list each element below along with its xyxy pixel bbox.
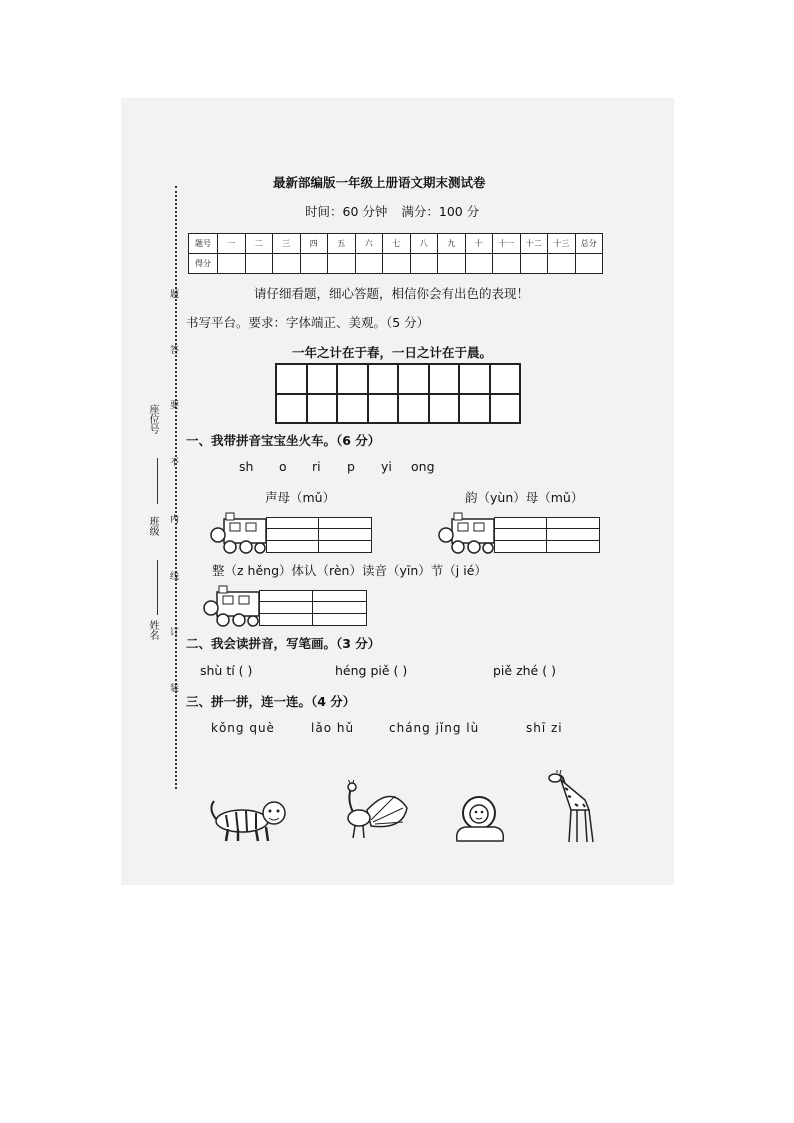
binding-line bbox=[175, 186, 177, 789]
score-cell[interactable] bbox=[383, 254, 411, 274]
writing-grid[interactable] bbox=[275, 363, 521, 424]
name-label: 姓名 bbox=[147, 620, 158, 640]
score-cell[interactable] bbox=[273, 254, 301, 274]
column-header: 八 bbox=[410, 234, 438, 254]
seal-char: 订 bbox=[170, 628, 180, 638]
train-car-initials[interactable] bbox=[266, 517, 372, 553]
column-header: 五 bbox=[328, 234, 356, 254]
seal-char: 题 bbox=[170, 290, 180, 300]
time-limit: 时间：60 分钟 bbox=[305, 204, 388, 219]
score-cell[interactable] bbox=[520, 254, 548, 274]
full-score: 满分：100 分 bbox=[401, 204, 480, 219]
pinyin-word[interactable]: kǒng què bbox=[211, 721, 275, 735]
peacock-icon[interactable] bbox=[331, 780, 411, 842]
row-label: 得分 bbox=[189, 254, 218, 274]
score-cell[interactable] bbox=[575, 254, 603, 274]
stroke-item[interactable]: shù tí ( ) bbox=[200, 663, 253, 678]
stroke-item[interactable]: piě zhé ( ) bbox=[493, 663, 556, 678]
score-cell[interactable] bbox=[328, 254, 356, 274]
score-header-row bbox=[189, 234, 603, 254]
score-cell[interactable] bbox=[355, 254, 383, 274]
seal-char: 线 bbox=[170, 572, 180, 582]
score-cell[interactable] bbox=[438, 254, 466, 274]
column-header: 十三 bbox=[548, 234, 576, 254]
score-cell[interactable] bbox=[493, 254, 521, 274]
syllable: o bbox=[279, 459, 287, 474]
score-table bbox=[188, 233, 603, 274]
seat-label: 座位号 bbox=[147, 404, 158, 434]
score-cell[interactable] bbox=[245, 254, 273, 274]
train-engine-icon bbox=[438, 511, 496, 555]
train-label-initials: 声母（mǔ） bbox=[265, 490, 336, 505]
pinyin-word[interactable]: shī zi bbox=[526, 721, 563, 735]
seal-char: 内 bbox=[170, 515, 180, 525]
train-label-finals: 韵（yùn）母（mǔ） bbox=[465, 490, 584, 505]
giraffe-icon[interactable] bbox=[545, 770, 599, 844]
score-cell[interactable] bbox=[218, 254, 246, 274]
column-header: 七 bbox=[383, 234, 411, 254]
writing-instruction: 书写平台。要求：字体端正、美观。（5 分） bbox=[186, 315, 430, 330]
syllable: p bbox=[347, 459, 355, 474]
pinyin-word[interactable]: cháng jǐng lù bbox=[389, 721, 480, 735]
column-header: 二 bbox=[245, 234, 273, 254]
train-label-whole-syllables: 整（z hěng）体认（rèn）读音（yīn）节（j ié） bbox=[212, 563, 487, 578]
pinyin-word[interactable]: lǎo hǔ bbox=[311, 721, 355, 735]
train-engine-icon bbox=[210, 511, 268, 555]
column-header: 九 bbox=[438, 234, 466, 254]
exam-title: 最新部编版一年级上册语文期末测试卷 bbox=[273, 175, 486, 190]
class-label: 班级 bbox=[147, 516, 158, 536]
name-blank[interactable] bbox=[157, 560, 159, 615]
proverb-text: 一年之计在于春，一日之计在于晨。 bbox=[292, 345, 493, 360]
syllable: ong bbox=[411, 459, 435, 474]
stroke-item[interactable]: héng piě ( ) bbox=[335, 663, 408, 678]
column-header: 十 bbox=[465, 234, 493, 254]
lion-icon[interactable] bbox=[451, 795, 507, 843]
seal-char: 答 bbox=[170, 346, 180, 356]
encouragement-text: 请仔细看题，细心答题，相信你会有出色的表现！ bbox=[254, 286, 530, 301]
score-cell[interactable] bbox=[300, 254, 328, 274]
score-cell[interactable] bbox=[410, 254, 438, 274]
syllable: sh bbox=[239, 459, 254, 474]
row-label: 题号 bbox=[189, 234, 218, 254]
train-engine-icon bbox=[203, 584, 261, 628]
section1-title: 一、我带拼音宝宝坐火车。（6 分） bbox=[186, 433, 381, 448]
class-blank[interactable] bbox=[157, 458, 159, 504]
seal-char: 装 bbox=[170, 684, 180, 694]
column-header: 一 bbox=[218, 234, 246, 254]
score-value-row bbox=[189, 254, 603, 274]
seal-char: 不 bbox=[170, 458, 180, 468]
column-header: 六 bbox=[355, 234, 383, 254]
syllable: yi bbox=[381, 459, 392, 474]
train-car-whole-syllables[interactable] bbox=[259, 590, 367, 626]
section3-title: 三、拼一拼，连一连。（4 分） bbox=[186, 694, 356, 709]
train-car-finals[interactable] bbox=[494, 517, 600, 553]
seal-char: 要 bbox=[170, 401, 180, 411]
exam-meta bbox=[305, 202, 479, 220]
column-header: 四 bbox=[300, 234, 328, 254]
tiger-icon[interactable] bbox=[206, 795, 292, 843]
score-cell[interactable] bbox=[548, 254, 576, 274]
section2-title: 二、我会读拼音，写笔画。（3 分） bbox=[186, 636, 381, 651]
syllable: ri bbox=[312, 459, 321, 474]
column-header: 三 bbox=[273, 234, 301, 254]
column-header: 总分 bbox=[575, 234, 603, 254]
column-header: 十二 bbox=[520, 234, 548, 254]
column-header: 十一 bbox=[493, 234, 521, 254]
score-cell[interactable] bbox=[465, 254, 493, 274]
